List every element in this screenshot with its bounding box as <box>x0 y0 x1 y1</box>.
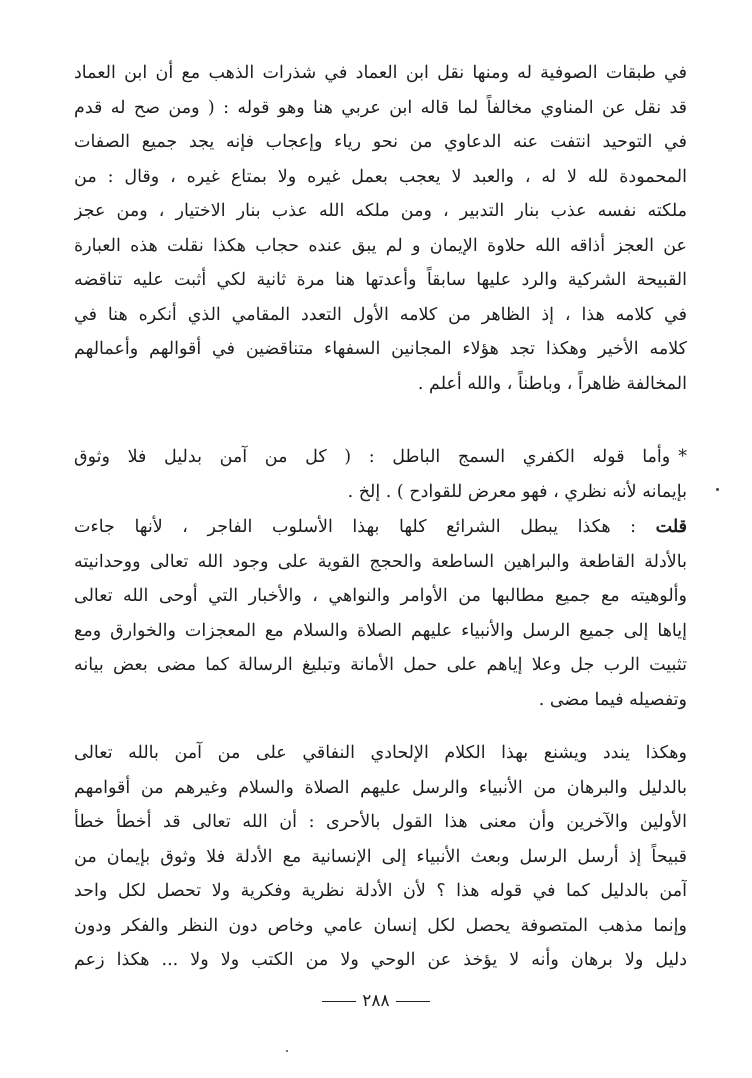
text-line: إياها إلى جميع الرسل والأنبياء عليهم الصلاة والسلام مع المعجزات والخوارق ومع <box>74 620 687 641</box>
paragraph-2 <box>74 440 687 509</box>
text-line: في كلامه هذا ، إذ الظاهر من كلامه الأول التعدد المقامي الذي أنكره هنا في <box>74 304 687 325</box>
text-line: في التوحيد انتفت عنه الدعاوي من نحو رياء وإعجاب فإنه يجد جميع الصفات <box>74 132 687 152</box>
text-line: القبيحة الشركية والرد عليها سابقاً وأعدتها هنا مرة ثانية لكي أثبت عليه تناقضه <box>74 270 687 290</box>
text-line: دليل ولا برهان وأنه لا يؤخذ عن الوحي ولا من الكتب ولا ولا ... هكذا زعم <box>74 950 687 970</box>
text-line: بالدليل والبرهان من الأنبياء والرسل عليهم الصلاة والسلام وغيرهم من أقوامهم <box>74 777 687 798</box>
scan-speck <box>286 1050 288 1052</box>
text-line-content: : هكذا يبطل الشرائع كلها بهذا الأسلوب الفاجر ، لأنها جاءت <box>74 517 656 537</box>
text-line: تثبيت الرب جل وعلا إياهم على حمل الأمانة وتبليغ الرسالة كما مضى بعض بيانه <box>74 655 687 675</box>
text-line: آمن بالدليل كما في قوله هذا ؟ لأن الأدلة نظرية وفكرية ولا تحصل لكل واحد <box>74 881 687 901</box>
text-line: الأولين والآخرين وأن معنى هذا القول بالأحرى : أن الله تعالى قد أخطأ خطأ <box>74 812 687 832</box>
text-line: وهكذا يندد ويشنع بهذا الكلام الإلحادي النفاقي على من آمن بالله تعالى <box>74 743 687 763</box>
text-line: كلامه الأخير وهكذا تجد هؤلاء المجانين السفهاء متناقضين في أقوالهم وأعمالهم <box>74 339 687 359</box>
text-line: وتفصيله فيما مضى . <box>538 689 687 710</box>
text-line-content: وأما قوله الكفري السمج الباطل : ( كل من آمن بدليل فلا وثوق <box>74 447 671 467</box>
text-line: وإنما مذهب المتصوفة يحصل لكل إنسان عامي وخاص دون النظر والفكر ودون <box>74 915 687 936</box>
paragraph-lead-word: قلت <box>655 517 687 537</box>
text-line <box>74 440 687 475</box>
text-line: في طبقات الصوفية له ومنها نقل ابن العماد في شذرات الذهب مع أن ابن العماد <box>74 63 687 83</box>
page-number-dash <box>396 1001 430 1002</box>
paragraph-1 <box>74 56 687 401</box>
text-line: قبيحاً إذ أرسل الرسل وبعث الأنبياء إلى الإنسانية مع الأدلة فلا وثوق بإيمان من <box>74 846 687 867</box>
scan-speck <box>716 488 719 491</box>
asterisk-marker: * <box>678 447 687 467</box>
text-line: ملكته نفسه عذب بنار التدبير ، ومن ملكه الله عذب بنار الاختيار ، ومن عجز <box>74 201 687 221</box>
page-number-dash <box>322 1001 356 1002</box>
page-number <box>0 991 752 1011</box>
paragraph-4 <box>74 736 687 978</box>
text-line: المخالفة ظاهراً ، وباطناً ، والله أعلم . <box>417 373 687 394</box>
text-line: عن العجز أذاقه الله حلاوة الإيمان و لم يبق عنده حجاب هكذا نقلت هذه العبارة <box>74 235 687 256</box>
text-line: بالأدلة القاطعة والبراهين الساطعة والحجج القوية على وجود الله تعالى ووحدانيته <box>74 551 687 572</box>
text-line <box>74 510 687 545</box>
page-number-value: ٢٨٨ <box>362 991 390 1011</box>
text-line: بإيمانه لأنه نظري ، فهو معرض للقوادح ) . إلخ . <box>347 481 687 502</box>
text-line: وألوهيته مع جميع مطالبها من الأوامر والنواهي ، والأخبار التي أوحى الله تعالى <box>74 586 687 606</box>
paragraph-3 <box>74 510 687 717</box>
text-line: المحمودة لله لا له ، والعبد لا يعجب بعمل غيره ولا بمتاع غيره ، وقال : من <box>74 166 687 187</box>
text-line: قد نقل عن المناوي مخالفاً لما قاله ابن عربي هنا وهو قوله : ( ومن صح له قدم <box>74 97 687 118</box>
